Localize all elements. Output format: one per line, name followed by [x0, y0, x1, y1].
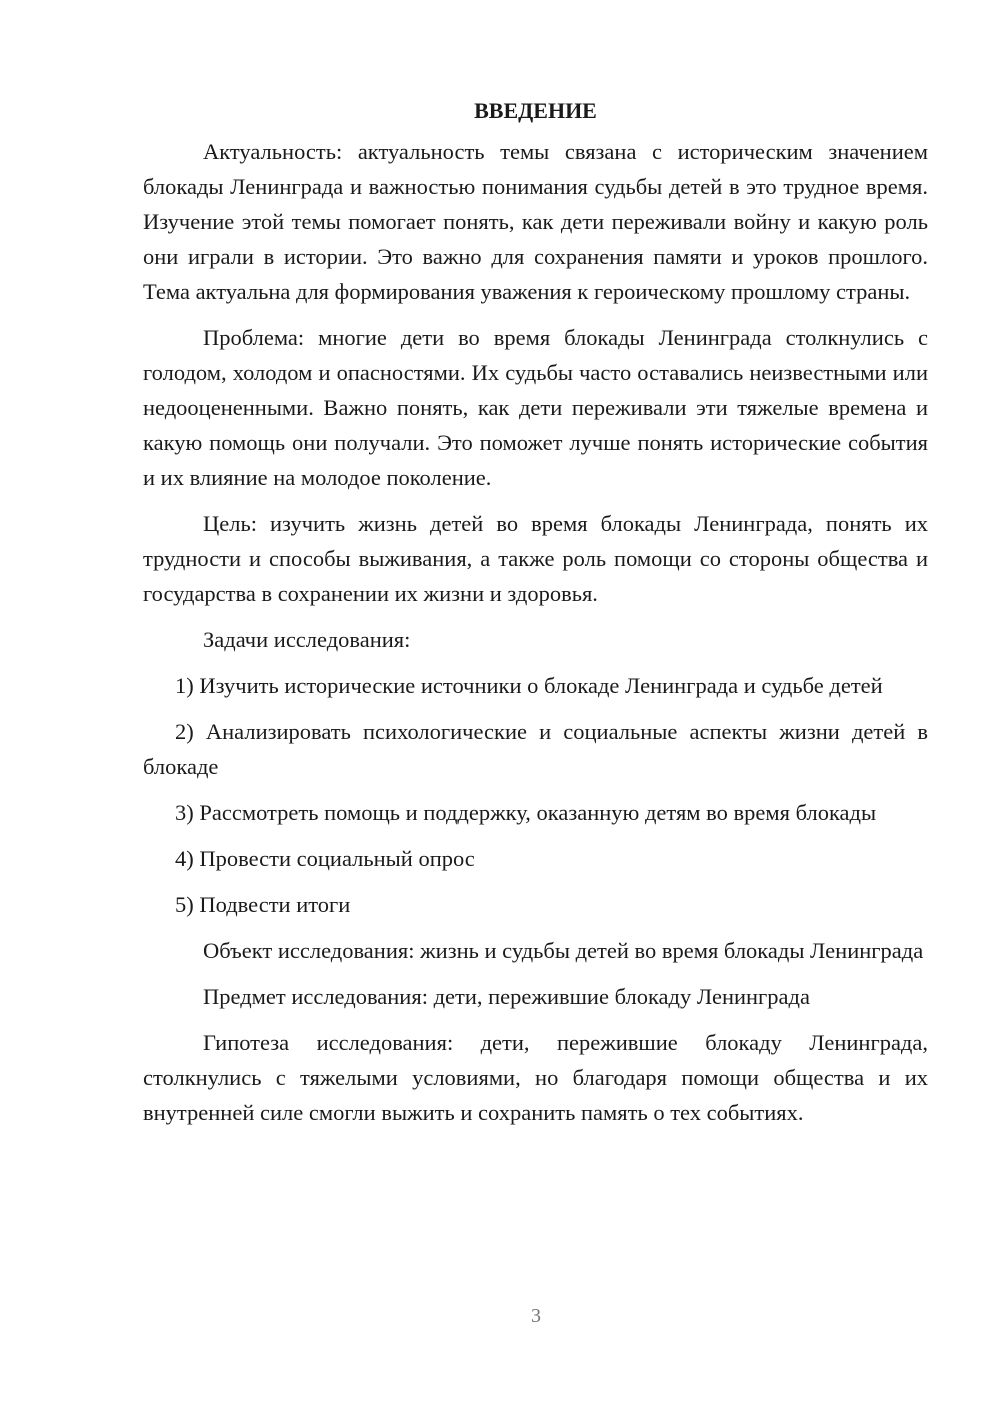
task-item: 3) Рассмотреть помощь и поддержку, оказанную детям во время блокады	[175, 800, 877, 825]
page-number: 3	[531, 1305, 541, 1327]
object-paragraph: Объект исследования: жизнь и судьбы детей во время блокады Ленинграда	[203, 938, 924, 963]
section-title: ВВЕДЕНИЕ	[474, 98, 597, 123]
task-item: 4) Провести социальный опрос	[175, 846, 475, 871]
task-item: 5) Подвести итоги	[175, 892, 351, 917]
problem-paragraph: Проблема: многие дети во время блокады Ленинграда столкнулись с голодом, холодом и опасностями. Их судьбы часто оставались неизвестными или недооцененными. Важно понять, как дети переживали эти тяжелые времена и какую помощь они получали. Это поможет лучше понять исторические события и их влияние на молодое поколение.	[143, 325, 928, 490]
task-item: 1) Изучить исторические источники о блокаде Ленинграда и судьбе детей	[175, 673, 883, 698]
hypothesis-paragraph: Гипотеза исследования: дети, пережившие блокаду Ленинграда, столкнулись с тяжелыми условиями, но благодаря помощи общества и их внутренней силе смогли выжить и сохранить память о тех событиях.	[143, 1030, 928, 1125]
goal-paragraph: Цель: изучить жизнь детей во время блокады Ленинграда, понять их трудности и способы выживания, а также роль помощи со стороны общества и государства в сохранении их жизни и здоровья.	[143, 511, 928, 606]
document-page	[143, 96, 928, 1141]
relevance-paragraph: Актуальность: актуальность темы связана с историческим значением блокады Ленинграда и важностью понимания судьбы детей в это трудное время. Изучение этой темы помогает понять, как дети переживали войну и какую роль они играли в истории. Это важно для сохранения памяти и уроков прошлого. Тема актуальна для формирования уважения к героическому прошлому страны.	[143, 139, 928, 304]
task-item: 2) Анализировать психологические и социальные аспекты жизни детей в блокаде	[143, 719, 928, 779]
tasks-heading: Задачи исследования:	[203, 627, 411, 652]
subject-paragraph: Предмет исследования: дети, пережившие блокаду Ленинграда	[203, 984, 810, 1009]
